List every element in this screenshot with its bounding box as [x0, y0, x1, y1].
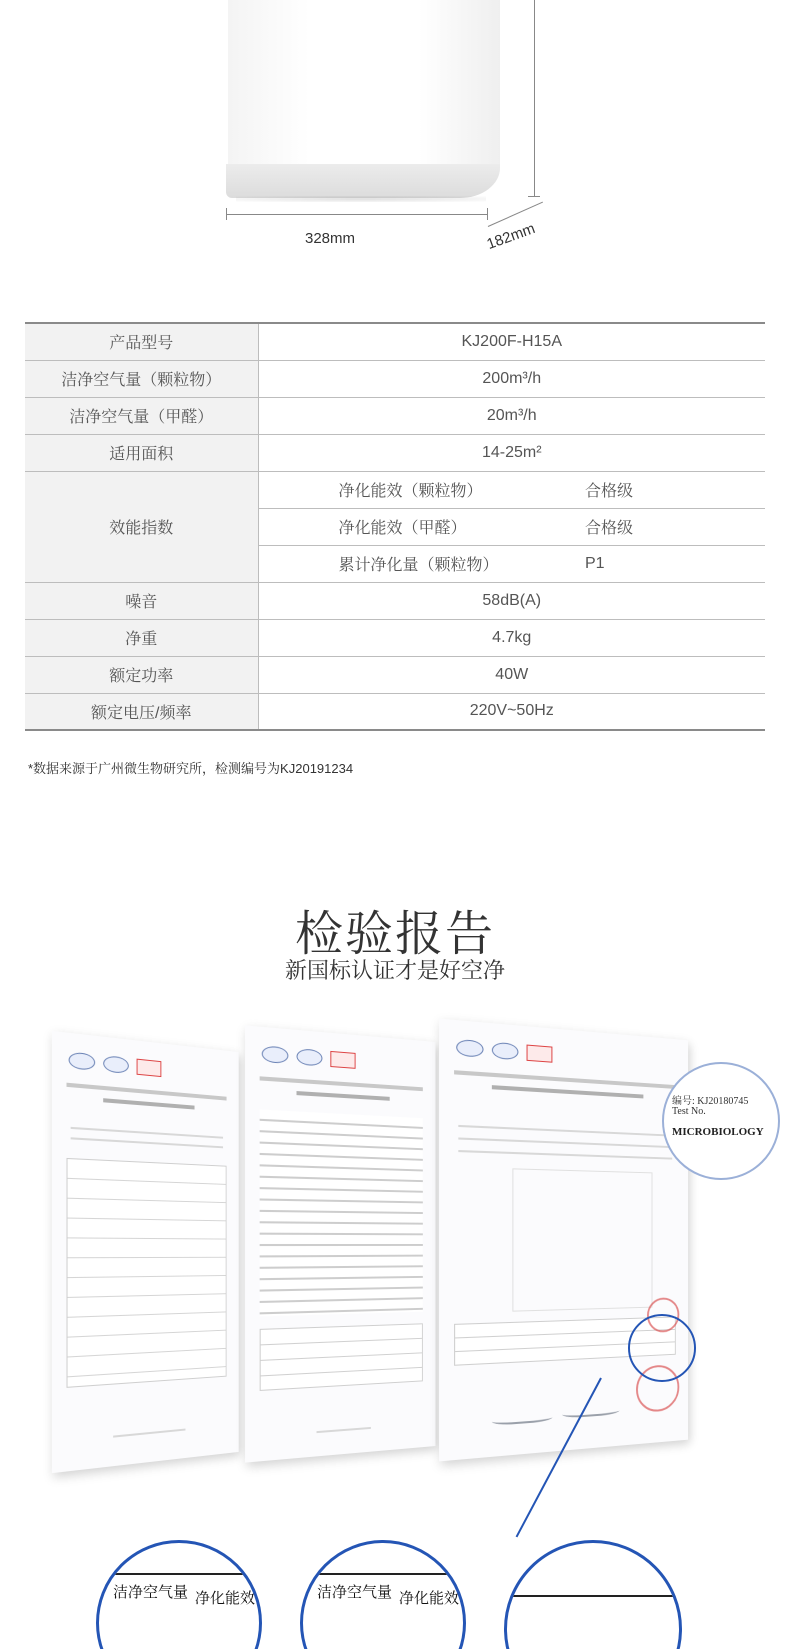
spec-label: 洁净空气量（颗粒物） — [25, 360, 258, 397]
seal-magnifier — [628, 1314, 696, 1382]
spec-value: 40W — [258, 656, 765, 693]
spec-label: 净重 — [25, 619, 258, 656]
spec-value: 4.7kg — [258, 619, 765, 656]
test-report-page-3 — [439, 1019, 688, 1462]
spec-label: 产品型号 — [25, 323, 258, 360]
cnas-logo-icon — [69, 1052, 96, 1071]
efficiency-grade: 合格级 — [565, 508, 765, 545]
spec-label: 效能指数 — [25, 471, 258, 582]
depth-dimension-line — [488, 202, 543, 227]
purifier-body — [228, 0, 500, 168]
magnified-report-number: 编号: KJ20180745 — [672, 1096, 749, 1107]
magnified-org-name: MICROBIOLOGY — [672, 1126, 764, 1138]
efficiency-name: 净化能效（颗粒物） — [258, 471, 565, 508]
purifier-shadow — [236, 196, 486, 202]
spec-row-efficiency-1 — [25, 471, 765, 508]
magnified-label: 净化能效 — [195, 1591, 256, 1607]
spec-row-weight — [25, 619, 765, 656]
ilac-logo-icon — [297, 1048, 323, 1066]
height-dimension-cap — [528, 196, 540, 197]
certification-logos — [69, 1052, 162, 1078]
magnified-label: 净化能效 — [399, 1591, 460, 1607]
report-text-line — [458, 1125, 672, 1137]
report-text-block — [260, 1109, 423, 1316]
report-table — [66, 1158, 226, 1388]
spec-label: 噪音 — [25, 582, 258, 619]
spec-label: 洁净空气量（甲醛） — [25, 397, 258, 434]
ma-logo-icon — [137, 1059, 162, 1077]
report-header-line — [297, 1091, 390, 1101]
report-title: 检验报告 — [294, 906, 495, 962]
report-table — [260, 1323, 423, 1391]
report-header-line — [260, 1076, 423, 1091]
width-label: 328mm — [305, 230, 356, 247]
product-image — [0, 0, 790, 300]
report-diagram — [512, 1168, 652, 1311]
spec-row-power — [25, 656, 765, 693]
spec-value: 220V~50Hz — [258, 693, 765, 730]
spec-value: 20m³/h — [258, 397, 765, 434]
report-text-line — [317, 1427, 371, 1433]
spec-row-noise — [25, 582, 765, 619]
spec-value: 200m³/h — [258, 360, 765, 397]
spec-value: 58dB(A) — [258, 582, 765, 619]
signature-icon — [562, 1405, 619, 1419]
test-report-page-1 — [52, 1031, 239, 1473]
report-header-line — [103, 1098, 194, 1109]
spec-row-cadr-particle — [25, 360, 765, 397]
spec-value: KJ200F-H15A — [258, 323, 765, 360]
certification-logos — [456, 1039, 552, 1063]
efficiency-name: 累计净化量（颗粒物） — [258, 545, 565, 582]
spec-label: 额定功率 — [25, 656, 258, 693]
report-header-line — [66, 1083, 226, 1101]
depth-label: 182mm — [484, 219, 538, 254]
test-report-page-2 — [245, 1025, 435, 1462]
magnified-table-line — [99, 1573, 259, 1575]
spec-value: 14-25m² — [258, 434, 765, 471]
magnified-label: 洁净空气量 — [113, 1585, 189, 1601]
width-dimension-line — [226, 214, 488, 215]
height-dimension-line — [534, 0, 535, 196]
signature-icon — [492, 1411, 553, 1426]
report-number-magnifier — [662, 1062, 780, 1180]
width-dimension-cap-left — [226, 208, 227, 220]
bottom-magnifier-2 — [300, 1540, 466, 1649]
report-header-line — [492, 1085, 644, 1098]
efficiency-name: 净化能效（甲醛） — [258, 508, 565, 545]
efficiency-grade: 合格级 — [565, 471, 765, 508]
cnas-logo-icon — [456, 1039, 483, 1058]
ilac-logo-icon — [103, 1055, 129, 1074]
report-text-line — [458, 1150, 672, 1160]
purifier-base — [226, 164, 500, 198]
spec-row-voltage — [25, 693, 765, 730]
cnas-logo-icon — [262, 1045, 289, 1063]
report-text-line — [71, 1137, 223, 1148]
report-header-line — [454, 1070, 676, 1089]
spec-row-cadr-formaldehyde — [25, 397, 765, 434]
magnified-table-line — [303, 1573, 463, 1575]
report-text-line — [113, 1429, 185, 1438]
spec-row-model — [25, 323, 765, 360]
bottom-magnifier-3 — [504, 1540, 682, 1649]
spec-table — [25, 322, 765, 731]
efficiency-grade: P1 — [565, 545, 765, 582]
data-source-footnote: *数据来源于广州微生物研究所，检测编号为KJ20191234 — [28, 761, 354, 776]
spec-row-area — [25, 434, 765, 471]
report-text-line — [71, 1127, 223, 1139]
report-subtitle: 新国标认证才是好空净 — [284, 959, 505, 984]
report-text-line — [458, 1137, 672, 1148]
certification-logos — [262, 1045, 356, 1068]
spec-label: 适用面积 — [25, 434, 258, 471]
width-dimension-cap-right — [487, 208, 488, 220]
ma-logo-icon — [527, 1045, 553, 1063]
bottom-magnifier-1 — [96, 1540, 262, 1649]
ma-logo-icon — [330, 1051, 355, 1069]
magnified-test-no: Test No. — [672, 1106, 706, 1117]
magnified-label: 洁净空气量 — [317, 1585, 393, 1601]
spec-label: 额定电压/频率 — [25, 693, 258, 730]
ilac-logo-icon — [492, 1042, 519, 1060]
magnified-table-line — [507, 1595, 679, 1597]
